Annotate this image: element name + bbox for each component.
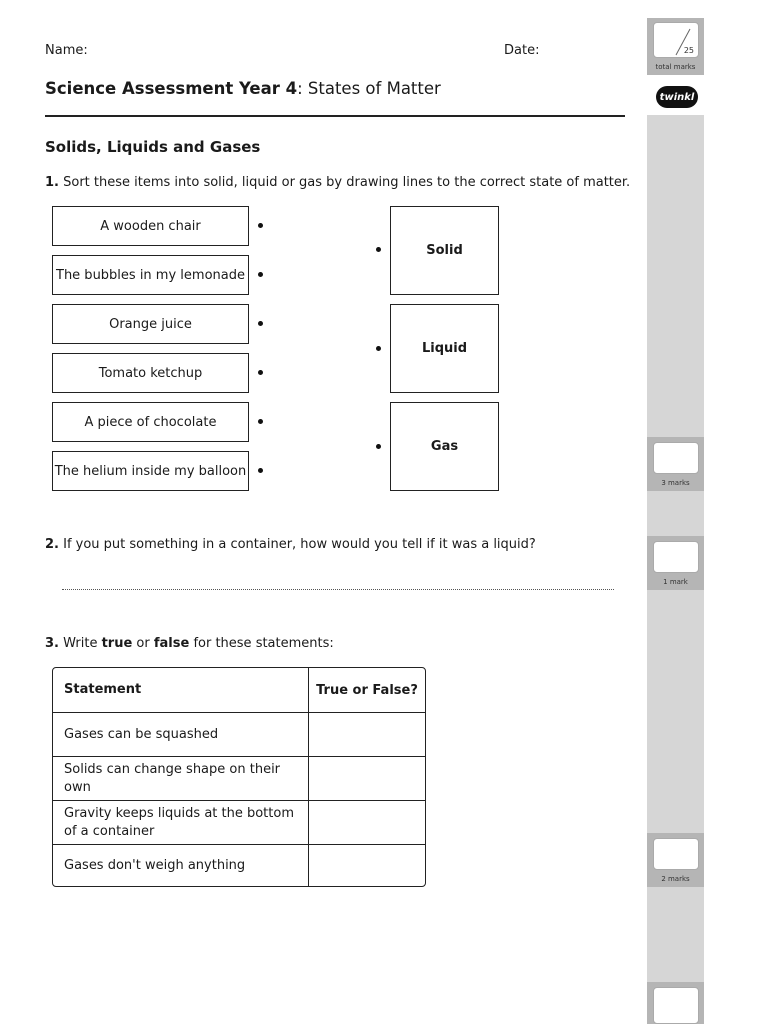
answer-cell[interactable] — [309, 845, 425, 886]
question-3-text-pre: Write — [58, 636, 102, 651]
item-box-chocolate: A piece of chocolate — [52, 402, 249, 442]
twinkl-logo: twinkl — [656, 86, 698, 108]
item-connector-dot[interactable] — [258, 223, 263, 228]
answer-cell[interactable] — [309, 801, 425, 844]
q1-marks-box[interactable] — [653, 442, 699, 474]
question-2 — [45, 537, 536, 552]
question-1-number: 1. — [45, 175, 59, 190]
page-title — [45, 79, 441, 98]
question-3-text-mid: or — [132, 636, 154, 651]
word-false: false — [153, 636, 190, 651]
statement-cell: Gravity keeps liquids at the bottom of a container — [53, 801, 309, 844]
item-connector-dot[interactable] — [258, 272, 263, 277]
question-2-number: 2. — [45, 537, 59, 552]
question-3-text-post: for these statements: — [189, 636, 334, 651]
statement-cell: Gases don't weigh anything — [53, 845, 309, 886]
question-3 — [45, 636, 334, 651]
q3-marks-label: 2 marks — [661, 875, 690, 883]
total-marks-label: total marks — [655, 63, 696, 71]
name-label: Name: — [45, 43, 88, 58]
state-box-liquid: Liquid — [390, 304, 499, 393]
q2-marks-box[interactable] — [653, 541, 699, 573]
header-divider — [45, 115, 625, 117]
item-box-orange-juice: Orange juice — [52, 304, 249, 344]
question-1-text: Sort these items into solid, liquid or gas by drawing lines to the correct state of matter. — [58, 175, 631, 190]
item-box-wooden-chair: A wooden chair — [52, 206, 249, 246]
table-row — [53, 844, 425, 886]
item-box-tomato-ketchup: Tomato ketchup — [52, 353, 249, 393]
table-row — [53, 712, 425, 756]
state-connector-dot[interactable] — [376, 444, 381, 449]
item-connector-dot[interactable] — [258, 370, 263, 375]
section-title: Solids, Liquids and Gases — [45, 138, 261, 156]
state-connector-dot[interactable] — [376, 346, 381, 351]
item-connector-dot[interactable] — [258, 468, 263, 473]
q1-marks-label: 3 marks — [661, 479, 690, 487]
true-false-table — [52, 667, 426, 887]
total-marks-value: 25 — [683, 46, 694, 55]
word-true: true — [101, 636, 133, 651]
page-title-rest: : States of Matter — [297, 79, 441, 98]
answer-line[interactable] — [62, 589, 614, 590]
state-box-solid: Solid — [390, 206, 499, 295]
item-connector-dot[interactable] — [258, 419, 263, 424]
question-2-text: If you put something in a container, how would you tell if it was a liquid? — [58, 537, 536, 552]
answer-cell[interactable] — [309, 757, 425, 800]
item-box-helium: The helium inside my balloon — [52, 451, 249, 491]
state-connector-dot[interactable] — [376, 247, 381, 252]
q2-marks-label: 1 mark — [663, 578, 688, 586]
header-true-false: True or False? — [316, 682, 418, 698]
question-1 — [45, 175, 630, 190]
item-connector-dot[interactable] — [258, 321, 263, 326]
next-marks-box[interactable] — [653, 987, 699, 1024]
total-marks-box[interactable] — [653, 22, 699, 58]
date-label: Date: — [504, 43, 540, 58]
item-box-bubbles: The bubbles in my lemonade — [52, 255, 249, 295]
table-row — [53, 800, 425, 844]
q3-marks-box[interactable] — [653, 838, 699, 870]
statement-cell: Gases can be squashed — [53, 713, 309, 756]
answer-cell[interactable] — [309, 713, 425, 756]
table-row — [53, 756, 425, 800]
state-box-gas: Gas — [390, 402, 499, 491]
table-header-row — [53, 668, 425, 712]
header-statement: Statement — [53, 668, 309, 712]
statement-cell: Solids can change shape on their own — [53, 757, 309, 800]
page-title-bold: Science Assessment Year 4 — [45, 79, 298, 98]
question-3-number: 3. — [45, 636, 59, 651]
